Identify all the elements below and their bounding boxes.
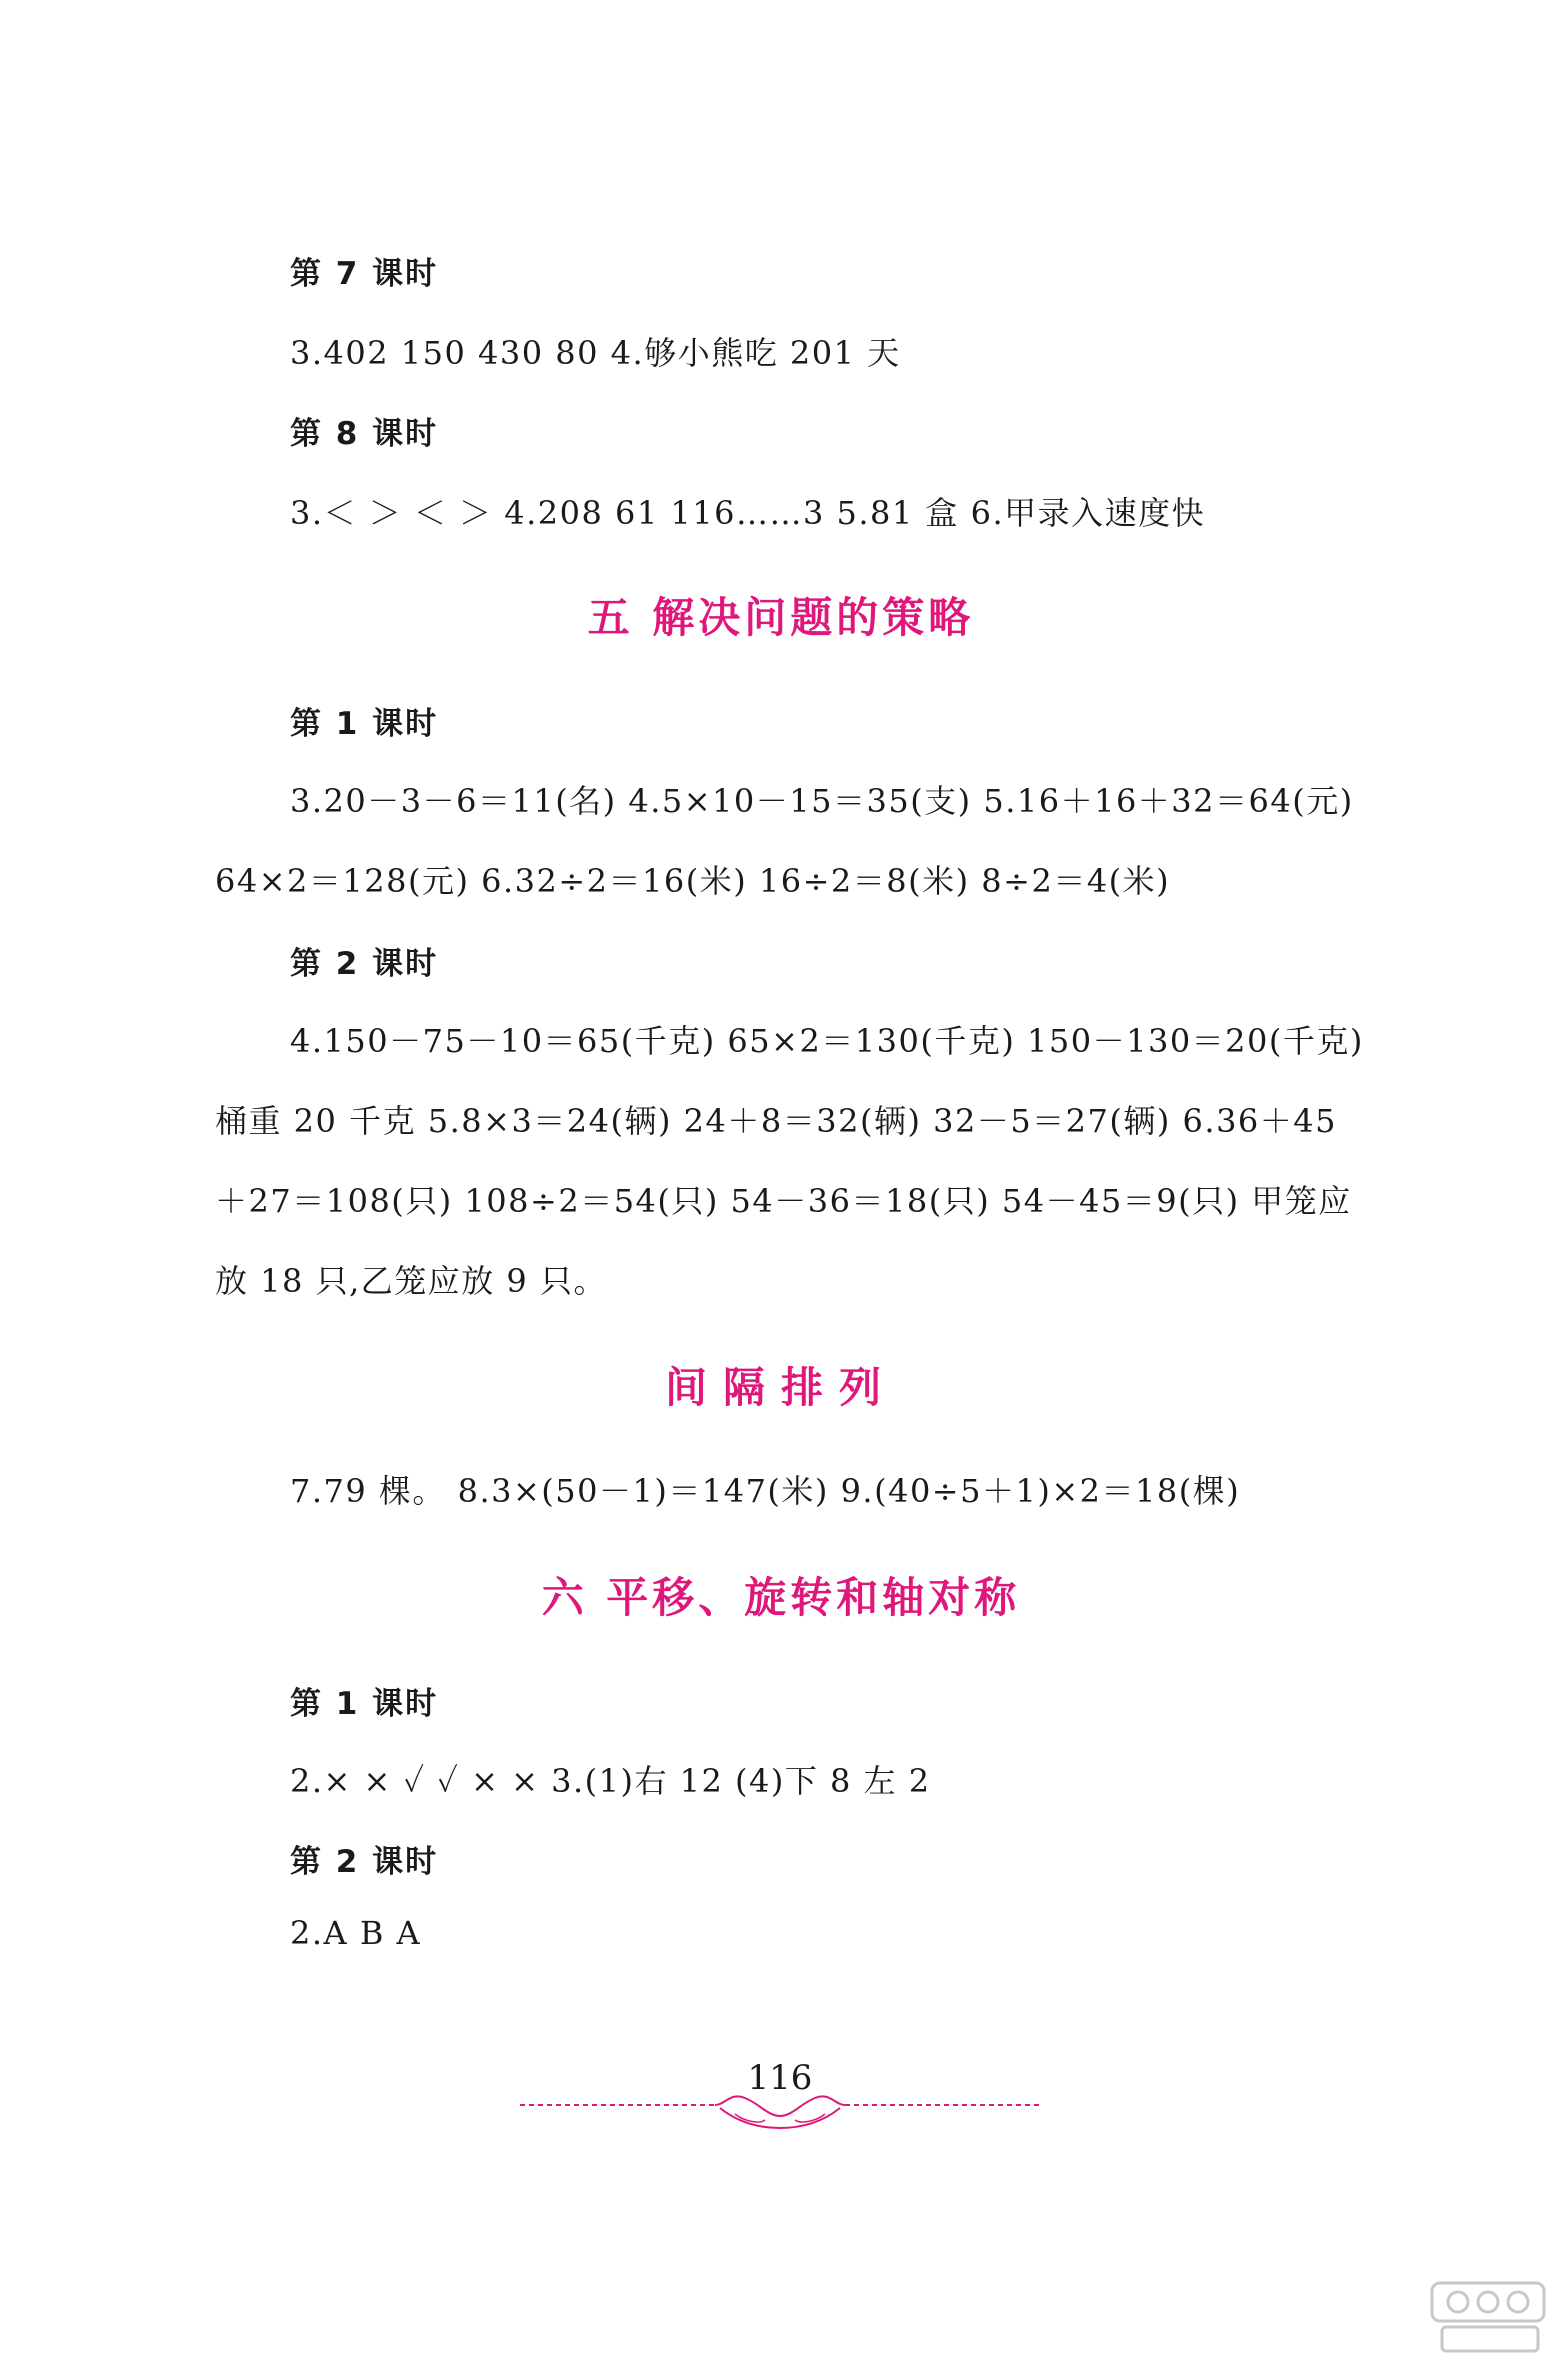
section-5-lesson-1-line-1: 3.20－3－6＝11(名) 4.5×10－15＝35(支) 5.16＋16＋32＝64(元) bbox=[290, 782, 1354, 820]
lesson-8-title: 第 8 课时 bbox=[290, 416, 439, 452]
section-5-lesson-1-title: 第 1 课时 bbox=[290, 706, 439, 742]
section-6-lesson-2-title: 第 2 课时 bbox=[290, 1844, 439, 1880]
page-footer bbox=[520, 2040, 1040, 2130]
section-5-lesson-2-line-4: 放 18 只,乙笼应放 9 只。 bbox=[215, 1262, 607, 1300]
section-5-heading: 五 解决问题的策略 bbox=[587, 593, 975, 642]
section-6-lesson-1-answer: 2.× × ✓ ✓ × × 3.(1)右 12 (4)下 8 左 2 bbox=[290, 1762, 931, 1800]
interval-answer: 7.79 棵。 8.3×(50－1)＝147(米) 9.(40÷5＋1)×2＝18(棵) bbox=[290, 1472, 1241, 1510]
corner-watermark-icon bbox=[1428, 2277, 1548, 2357]
section-5-lesson-2-title: 第 2 课时 bbox=[290, 946, 439, 982]
section-5-lesson-2-line-3: ＋27＝108(只) 108÷2＝54(只) 54－36＝18(只) 54－45＝9(只) 甲笼应 bbox=[215, 1182, 1352, 1220]
section-5-lesson-2-line-2: 桶重 20 千克 5.8×3＝24(辆) 24＋8＝32(辆) 32－5＝27(辆) 6.36＋45 bbox=[215, 1102, 1338, 1140]
lesson-7-answer: 3.402 150 430 80 4.够小熊吃 201 天 bbox=[290, 334, 901, 372]
section-5-lesson-2-line-1: 4.150－75－10＝65(千克) 65×2＝130(千克) 150－130＝20(千克) bbox=[290, 1022, 1364, 1060]
section-6-lesson-2-answer: 2.A B A bbox=[290, 1914, 422, 1952]
lesson-7-title: 第 7 课时 bbox=[290, 256, 439, 292]
section-6-heading: 六 平移、旋转和轴对称 bbox=[541, 1573, 1021, 1622]
section-5-lesson-1-line-2: 64×2＝128(元) 6.32÷2＝16(米) 16÷2＝8(米) 8÷2＝4(米) bbox=[215, 862, 1171, 900]
lesson-8-answer: 3.＜ ＞ ＜ ＞ 4.208 61 116……3 5.81 盒 6.甲录入速度快 bbox=[290, 494, 1206, 532]
footer-ornament-icon bbox=[520, 2080, 1040, 2140]
page-number: 116 bbox=[747, 2058, 813, 2098]
interval-heading: 间隔排列 bbox=[664, 1363, 897, 1412]
section-6-lesson-1-title: 第 1 课时 bbox=[290, 1686, 439, 1722]
